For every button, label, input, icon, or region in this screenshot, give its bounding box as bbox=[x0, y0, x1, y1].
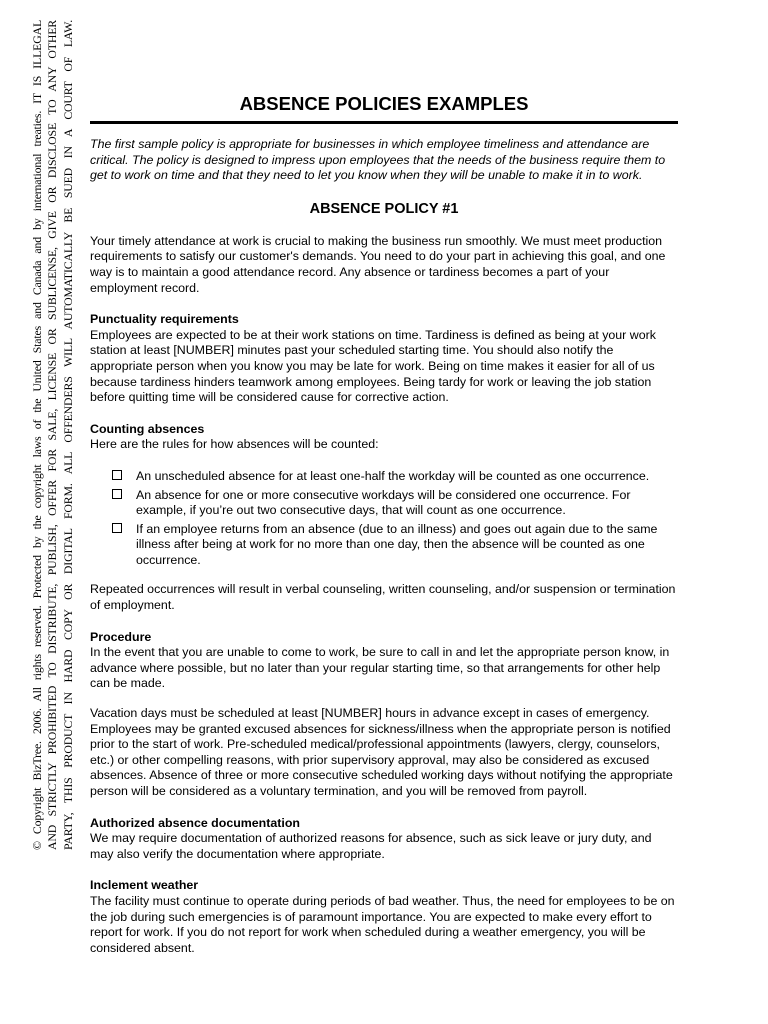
weather-heading: Inclement weather bbox=[90, 878, 199, 893]
counting-heading: Counting absences bbox=[90, 421, 205, 436]
copyright-notice bbox=[30, 20, 76, 850]
list-item bbox=[112, 488, 678, 519]
punctuality-body: Employees are expected to be at their work stations on time. Tardiness is defined as being at your work station at least [NUMBER] minutes past your scheduled starting time. You should also notify the appropriate person when you know you may be late for work. Being on time makes it easier for all of us because tardiness hinders teamwork among employees. Being tardy for work or leaving the job station before quitting time will be considered cause for corrective action. bbox=[90, 327, 656, 405]
counting-rules-list bbox=[112, 469, 678, 569]
list-item-text: An absence for one or more consecutive workdays will be considered one occurrence. For example, if you’re out two consecutive days, that will count as one occurrence. bbox=[136, 487, 631, 518]
procedure-body-1: In the event that you are unable to come to work, be sure to call in and let the appropriate person know, in advance where possible, but no later than your regular starting time, so that arrangements for other help can be made. bbox=[90, 645, 670, 691]
document-title: ABSENCE POLICIES EXAMPLES bbox=[90, 92, 678, 124]
copyright-line-2: AND STRICTLY PROHIBITED TO DISTRIBUTE, PUBLISH, OFFER FOR SALE, LICENSE OR SUBLICENSE, GIVE OR DISCLOSE TO ANY OTHER bbox=[45, 20, 60, 850]
intro-paragraph: The first sample policy is appropriate for businesses in which employee timeliness and attendance are critical. The policy is designed to impress upon employees that the needs of the business require them to get to work on time and that they need to let you know when they will be unable to make it in to work. bbox=[90, 137, 666, 183]
list-item-text: An unscheduled absence for at least one-half the workday will be counted as one occurrence. bbox=[136, 468, 650, 483]
procedure-heading: Procedure bbox=[90, 629, 152, 644]
authorized-body: We may require documentation of authorized reasons for absence, such as sick leave or jury duty, and may also verify the documentation where appropriate. bbox=[90, 831, 652, 861]
authorized-heading: Authorized absence documentation bbox=[90, 815, 300, 830]
counting-after: Repeated occurrences will result in verbal counseling, written counseling, and/or suspension or termination of employment. bbox=[90, 582, 676, 613]
list-item bbox=[112, 469, 678, 485]
document-body bbox=[90, 92, 678, 956]
copyright-line-3: PARTY, THIS PRODUCT IN HARD COPY OR DIGITAL FORM. ALL OFFENDERS WILL AUTOMATICALLY BE SUED IN A COURT OF LAW. bbox=[60, 20, 75, 850]
opening-paragraph: Your timely attendance at work is crucial to making the business run smoothly. We must meet production requirements to satisfy our customer's demands. You need to do your part in achieving this goal, and one way is to maintain a good attendance record. Any absence or tardiness becomes a part of your employment record. bbox=[90, 233, 666, 295]
weather-body: The facility must continue to operate during periods of bad weather. Thus, the need for employees to be on the job during such emergencies is of paramount importance. You are expected to make every effort to report for work. If you do not report for work when scheduled during a weather emergency, you will be considered absent. bbox=[90, 893, 675, 955]
procedure-body-2: Vacation days must be scheduled at least [NUMBER] hours in advance except in cases of emergency. Employees may be granted excused absences for sickness/illness when the appropriate person is notified prior to the start of work. Pre-scheduled medical/professional appointments (lawyers, clergy, counselors, etc.) or other compelling reasons, with prior supervisory approval, may also be considered as excused absences. Absence of three or more consecutive scheduled working days without notifying the appropriate person will be considered as a voluntary termination, and you will be removed from payroll. bbox=[90, 706, 673, 798]
list-item bbox=[112, 522, 678, 569]
checkbox-square-icon bbox=[112, 489, 122, 499]
checkbox-square-icon bbox=[112, 523, 122, 533]
punctuality-heading: Punctuality requirements bbox=[90, 312, 239, 327]
copyright-line-1: © Copyright BizTree. 2006. All rights reserved. Protected by the copyright laws of the United States and Canada and by international treaties. IT IS ILLEGAL bbox=[30, 20, 44, 850]
counting-body: Here are the rules for how absences will be counted: bbox=[90, 437, 379, 452]
list-item-text: If an employee returns from an absence (due to an illness) and goes out again due to the same illness after being at work for no more than one day, then the absence will be counted as one occurrence. bbox=[136, 521, 658, 567]
policy-title: ABSENCE POLICY #1 bbox=[309, 200, 459, 217]
checkbox-square-icon bbox=[112, 470, 122, 480]
